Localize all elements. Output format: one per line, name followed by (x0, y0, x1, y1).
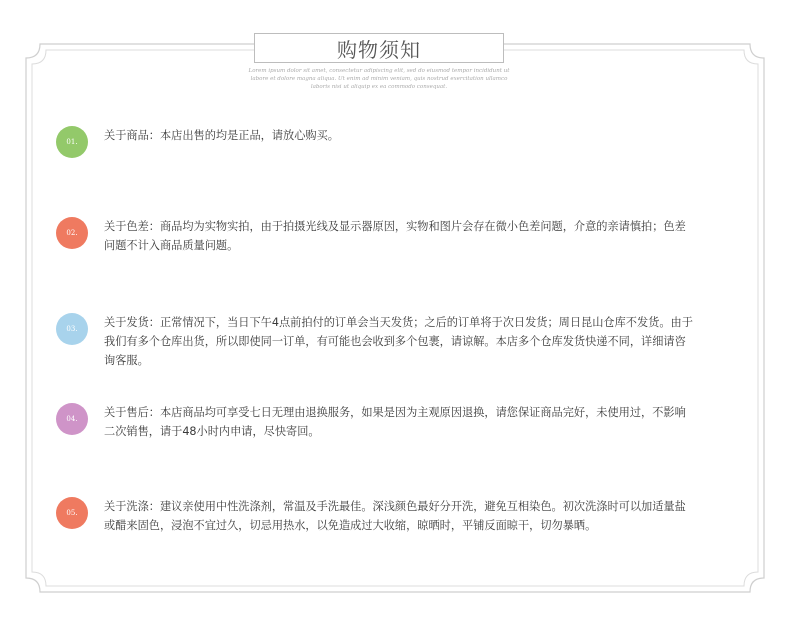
notice-label: 关于售后： (104, 406, 160, 419)
number-badge: 04. (56, 403, 88, 435)
notice-body: 正常情况下，当日下午4点前拍付的订单会当天发货；之后的订单将于次日发货；周日昆山仓库不发货。由于我们有多个仓库出货，所以即使同一订单，有可能也会收到多个包裹，请谅解。本店多个仓库发货快递不同，详细请咨询客服。 (104, 316, 693, 367)
notice-body: 本店商品均可享受七日无理由退换服务，如果是因为主观原因退换，请您保证商品完好，未使用过，不影响二次销售，请于48小时内申请，尽快寄回。 (104, 406, 686, 438)
number-badge: 05. (56, 497, 88, 529)
notice-body: 本店出售的均是正品，请放心购买。 (159, 129, 339, 142)
page-title: 购物须知 (337, 37, 421, 62)
notice-text (104, 313, 694, 370)
notice-label: 关于商品： (104, 129, 160, 142)
notice-label: 关于发货： (104, 316, 160, 329)
notice-body: 建议亲使用中性洗涤剂，常温及手洗最佳。深浅颜色最好分开洗，避免互相染色。初次洗涤时可以加适量盐或醋来固色，浸泡不宜过久，切忌用热水，以免造成过大收缩，晾晒时，平铺反面晾干，切勿暴晒。 (104, 500, 686, 532)
notice-label: 关于色差： (104, 220, 160, 233)
number-badge: 02. (56, 217, 88, 249)
title-box (254, 33, 504, 63)
notice-text (104, 217, 694, 255)
notice-text (104, 126, 694, 145)
notice-text (104, 497, 694, 535)
notice-body: 商品均为实物实拍，由于拍摄光线及显示器原因，实物和图片会存在微小色差问题，介意的亲请慎拍；色差问题不计入商品质量问题。 (104, 220, 686, 252)
number-badge: 03. (56, 313, 88, 345)
decorative-subtitle: Lorem ipsum dolor sit amet, consectetur adipiscing elit, sed do eiusmod tempor incididunt ut labore et dolore magna aliqua. Ut enim ad minim veniam, quis nostrud exercitation ullamco laboris nisi ut aliquip ex ea commodo consequat. (248, 68, 510, 90)
number-badge: 01. (56, 126, 88, 158)
notice-label: 关于洗涤： (104, 500, 160, 513)
notice-text (104, 403, 694, 441)
